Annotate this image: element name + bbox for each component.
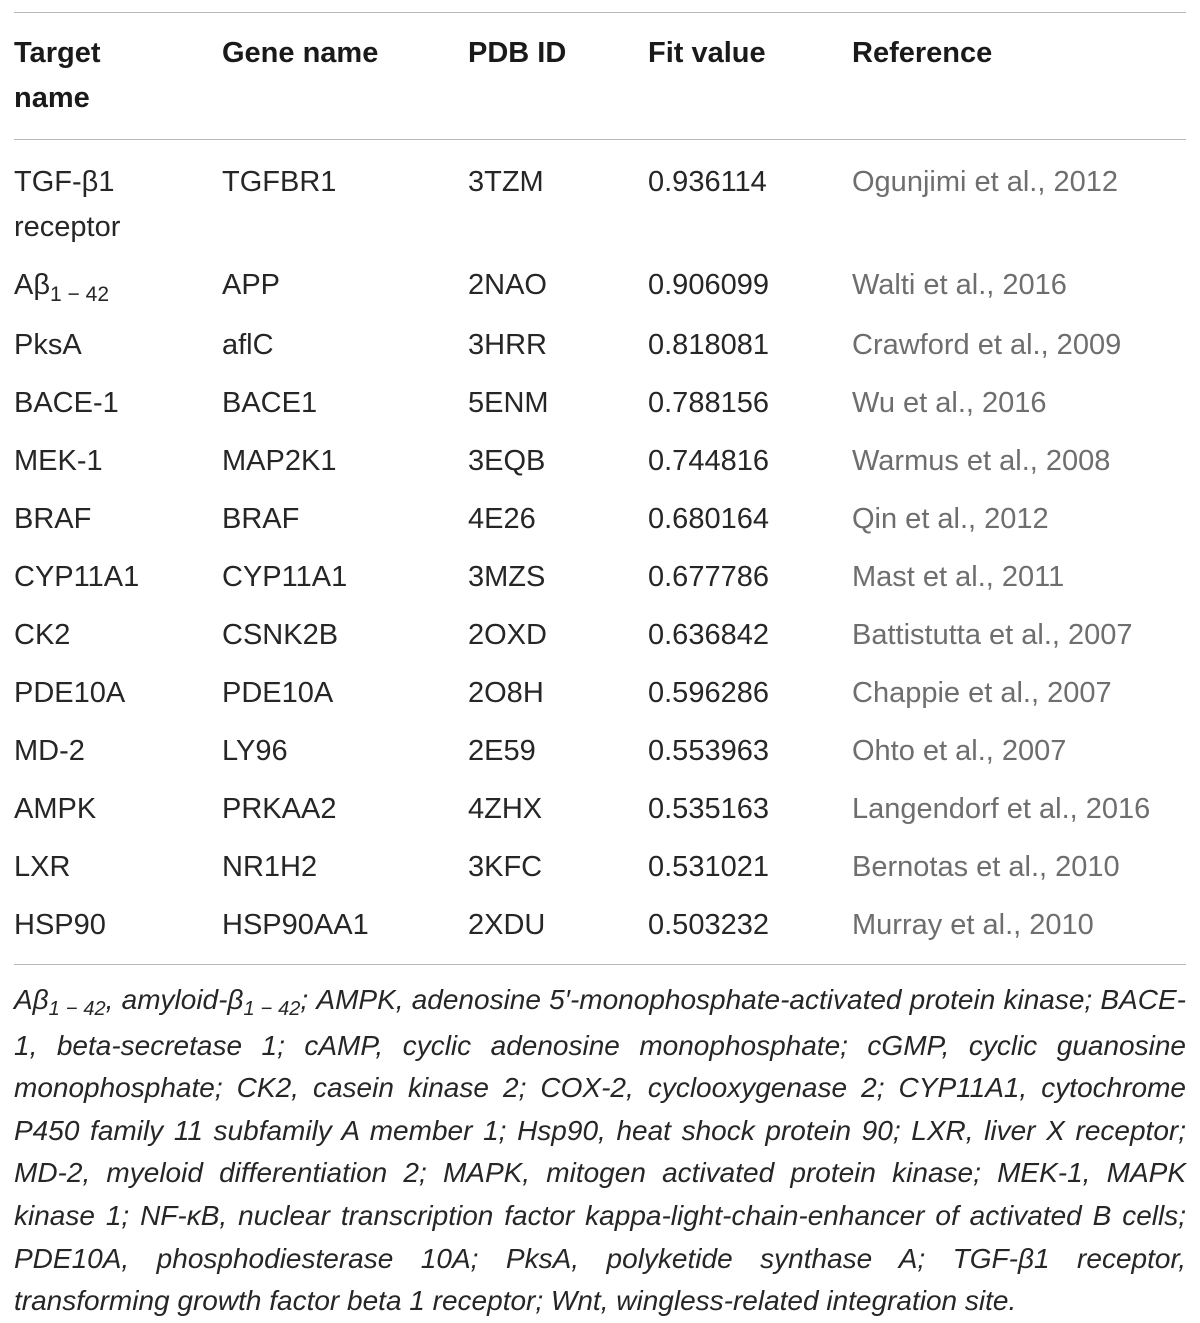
cell-target: AMPK (14, 793, 97, 825)
cell-pdb: 3HRR (468, 329, 547, 361)
footnote-lead: Aβ (14, 984, 49, 1015)
cell-fit: 0.680164 (648, 503, 769, 535)
cell-target: BACE-1 (14, 387, 119, 419)
table-row (14, 667, 1186, 725)
cell-pdb: 3MZS (468, 561, 546, 593)
cell-fit: 0.535163 (648, 793, 769, 825)
cell-fit: 0.788156 (648, 387, 769, 419)
cell-reference: Mast et al., 2011 (852, 561, 1065, 593)
cell-gene: MAP2K1 (222, 445, 337, 477)
cell-reference: Ogunjimi et al., 2012 (852, 166, 1118, 198)
cell-fit: 0.596286 (648, 677, 769, 709)
cell-gene: BACE1 (222, 387, 318, 419)
cell-target: CYP11A1 (14, 561, 140, 593)
cell-gene: APP (222, 269, 281, 301)
cell-gene: LY96 (222, 735, 288, 767)
table-row (14, 435, 1186, 493)
cell-pdb: 2XDU (468, 909, 546, 941)
cell-reference: Crawford et al., 2009 (852, 329, 1122, 361)
table-row (14, 140, 1186, 260)
target-subscript: 1 − 42 (50, 283, 110, 306)
cell-pdb: 4ZHX (468, 793, 543, 825)
header-reference: Reference (852, 37, 993, 69)
cell-pdb: 5ENM (468, 387, 549, 419)
table-row (14, 725, 1186, 783)
cell-fit: 0.677786 (648, 561, 769, 593)
data-table-container (14, 12, 1186, 1323)
cell-fit: 0.553963 (648, 735, 769, 767)
footnote-amyloid: , amyloid-β (105, 984, 244, 1015)
header-fit-value: Fit value (648, 37, 766, 69)
footnote-body: ; AMPK, adenosine 5′-monophosphate-activated protein kinase; BACE-1, beta-secretase 1; cAMP, cyclic adenosine monophosphate; cGMP, cyclic guanosine monophosphate; CK2, casein kinase 2; COX-2, cyclooxygenase 2; CYP11A1, cytochrome P450 family 11 subfamily A member 1; Hsp90, heat shock protein 90; LXR, liver X receptor; MD-2, myeloid differentiation 2; MAPK, mitogen activated protein kinase; MEK-1, MAPK kinase 1; NF-κB, nuclear transcription factor kappa-light-chain-enhancer of activated B cells; PDE10A, phosphodiesterase 10A; PksA, polyketide synthase A; TGF-β1 receptor, transforming growth factor beta 1 receptor; Wnt, wingless-related integration site. (14, 984, 1186, 1317)
footnote-lead-subscript: 1 − 42 (48, 998, 106, 1020)
table-row (14, 609, 1186, 667)
cell-pdb: 2OXD (468, 619, 547, 651)
cell-reference: Ohto et al., 2007 (852, 735, 1067, 767)
cell-fit: 0.503232 (648, 909, 769, 941)
cell-fit: 0.744816 (648, 445, 769, 477)
cell-reference: Walti et al., 2016 (852, 269, 1067, 301)
cell-pdb: 3TZM (468, 166, 544, 198)
table-row (14, 493, 1186, 551)
cell-reference: Wu et al., 2016 (852, 387, 1047, 419)
cell-gene: PRKAA2 (222, 793, 337, 825)
table-row (14, 551, 1186, 609)
cell-gene: CSNK2B (222, 619, 339, 651)
cell-pdb: 3EQB (468, 445, 546, 477)
cell-gene: TGFBR1 (222, 166, 337, 198)
cell-gene: NR1H2 (222, 851, 318, 883)
table-footnote (14, 965, 1186, 1323)
table-row (14, 783, 1186, 841)
cell-reference: Warmus et al., 2008 (852, 445, 1111, 477)
cell-pdb: 2O8H (468, 677, 544, 709)
cell-pdb: 3KFC (468, 851, 543, 883)
cell-reference: Chappie et al., 2007 (852, 677, 1112, 709)
cell-fit: 0.636842 (648, 619, 769, 651)
table-row (14, 841, 1186, 899)
cell-reference: Bernotas et al., 2010 (852, 851, 1120, 883)
cell-reference: Battistutta et al., 2007 (852, 619, 1133, 651)
header-row (14, 13, 1186, 140)
cell-reference: Qin et al., 2012 (852, 503, 1049, 535)
cell-target (14, 259, 222, 319)
cell-gene: aflC (222, 329, 274, 361)
cell-gene: HSP90AA1 (222, 909, 369, 941)
cell-pdb: 2NAO (468, 269, 547, 301)
table-row (14, 319, 1186, 377)
cell-fit: 0.906099 (648, 269, 769, 301)
cell-fit: 0.936114 (648, 166, 767, 198)
cell-target: TGF-β1 receptor (14, 166, 121, 243)
footnote-amyloid-subscript: 1 − 42 (243, 998, 301, 1020)
target-base: Aβ (14, 269, 51, 301)
table-row (14, 259, 1186, 319)
cell-target: BRAF (14, 503, 92, 535)
cell-reference: Murray et al., 2010 (852, 909, 1094, 941)
header-target-name: Target name (14, 37, 101, 114)
cell-target: LXR (14, 851, 71, 883)
header-pdb-id: PDB ID (468, 37, 567, 69)
cell-gene: PDE10A (222, 677, 334, 709)
cell-target: PksA (14, 329, 82, 361)
table-row (14, 377, 1186, 435)
cell-pdb: 4E26 (468, 503, 536, 535)
cell-pdb: 2E59 (468, 735, 536, 767)
cell-target: HSP90 (14, 909, 106, 941)
target-table (14, 13, 1186, 964)
cell-target: PDE10A (14, 677, 126, 709)
cell-fit: 0.531021 (648, 851, 769, 883)
cell-gene: BRAF (222, 503, 300, 535)
cell-fit: 0.818081 (648, 329, 769, 361)
cell-reference: Langendorf et al., 2016 (852, 793, 1151, 825)
cell-target: CK2 (14, 619, 71, 651)
cell-gene: CYP11A1 (222, 561, 348, 593)
table-row (14, 899, 1186, 964)
cell-target: MD-2 (14, 735, 85, 767)
header-gene-name: Gene name (222, 37, 379, 69)
cell-target: MEK-1 (14, 445, 103, 477)
